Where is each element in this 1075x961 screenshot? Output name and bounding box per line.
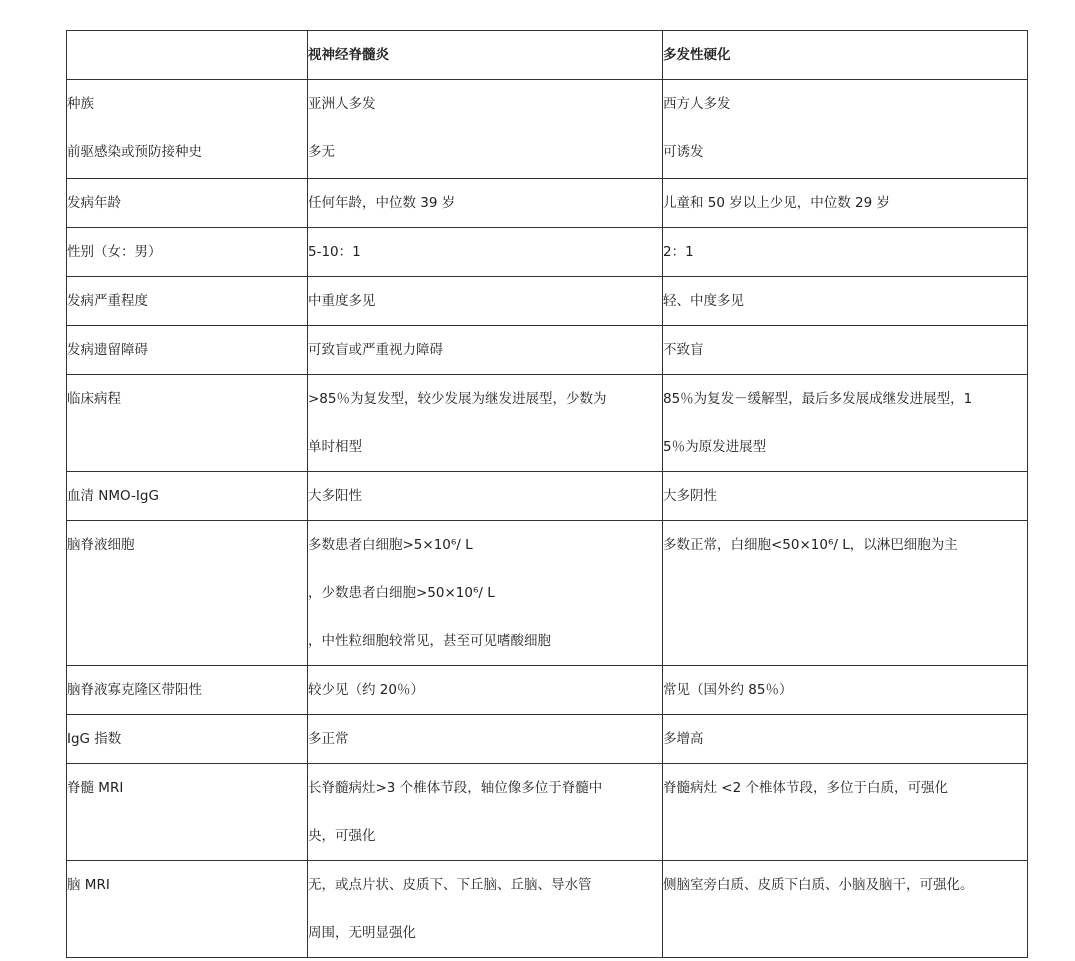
nmo-cell — [308, 472, 663, 521]
ms-cell — [663, 472, 1028, 521]
cell-text-line: 可致盲或严重视力障碍 — [308, 342, 443, 358]
cell-text-line: 种族 — [67, 96, 94, 112]
cell-text-line: 5-10：1 — [308, 244, 361, 260]
cell-text-line: 轻、中度多见 — [663, 293, 744, 309]
nmo-cell — [308, 277, 663, 326]
cell-text-line: 5％为原发进展型 — [663, 439, 767, 455]
row-label-cell — [67, 375, 308, 472]
row-label-cell — [67, 861, 308, 958]
cell-text-line: IgG 指数 — [67, 731, 122, 747]
comparison-table — [66, 30, 1028, 958]
table-row — [67, 228, 1028, 277]
table-row — [67, 472, 1028, 521]
cell-text-line: 无，或点片状、皮质下、下丘脑、丘脑、导水管 — [308, 877, 592, 893]
cell-text-line: 儿童和 50 岁以上少见，中位数 29 岁 — [663, 195, 891, 211]
ms-cell — [663, 326, 1028, 375]
table-row — [67, 521, 1028, 666]
ms-cell — [663, 861, 1028, 958]
header-cell-empty — [67, 31, 308, 80]
cell-text-line: 不致盲 — [663, 342, 704, 358]
cell-text-line: 任何年龄，中位数 39 岁 — [308, 195, 456, 211]
cell-text-line: 西方人多发 — [663, 96, 731, 112]
cell-text-line: 多增高 — [663, 731, 704, 747]
table-row — [67, 861, 1028, 958]
cell-text-line: 临床病程 — [67, 391, 121, 407]
cell-text-line: ，中性粒细胞较常见，甚至可见嗜酸细胞 — [308, 633, 551, 649]
ms-cell — [663, 521, 1028, 666]
cell-text-line: 发病严重程度 — [67, 293, 148, 309]
table-row — [67, 277, 1028, 326]
nmo-cell — [308, 715, 663, 764]
nmo-cell — [308, 764, 663, 861]
cell-text-line: 单时相型 — [308, 439, 362, 455]
ms-cell — [663, 80, 1028, 179]
table-header-row — [67, 31, 1028, 80]
table-row — [67, 179, 1028, 228]
nmo-cell — [308, 521, 663, 666]
table-row — [67, 326, 1028, 375]
nmo-cell — [308, 666, 663, 715]
nmo-cell — [308, 326, 663, 375]
cell-text-line: 2：1 — [663, 244, 694, 260]
cell-text-line: 发病年龄 — [67, 195, 121, 211]
ms-cell — [663, 179, 1028, 228]
cell-text-line: 央，可强化 — [308, 828, 376, 844]
ms-cell — [663, 666, 1028, 715]
cell-text-line: 常见（国外约 85％） — [663, 682, 793, 698]
cell-text-line: 周围，无明显强化 — [308, 925, 416, 941]
ms-cell — [663, 228, 1028, 277]
cell-text-line: 脑 MRI — [67, 877, 110, 893]
header-cell-ms: 多发性硬化 — [663, 31, 1028, 80]
nmo-cell — [308, 861, 663, 958]
ms-cell — [663, 715, 1028, 764]
cell-text-line: 中重度多见 — [308, 293, 376, 309]
cell-text-line: 脑脊液寡克隆区带阳性 — [67, 682, 202, 698]
row-label-cell — [67, 179, 308, 228]
ms-cell — [663, 277, 1028, 326]
row-label-cell — [67, 326, 308, 375]
cell-text-line: 血清 NMO-IgG — [67, 488, 159, 504]
cell-text-line: 多数正常，白细胞<50×10⁶/ L，以淋巴细胞为主 — [663, 537, 958, 553]
table-row — [67, 80, 1028, 179]
row-label-cell — [67, 521, 308, 666]
cell-text-line: 亚洲人多发 — [308, 96, 376, 112]
row-label-cell — [67, 715, 308, 764]
cell-text-line: 大多阳性 — [308, 488, 362, 504]
cell-text-line: 85％为复发－缓解型，最后多发展成继发进展型，1 — [663, 391, 973, 407]
table-row — [67, 666, 1028, 715]
nmo-cell — [308, 179, 663, 228]
table-row — [67, 764, 1028, 861]
table-row — [67, 715, 1028, 764]
cell-text-line: >85％为复发型，较少发展为继发进展型，少数为 — [308, 391, 607, 407]
cell-text-line: 脑脊液细胞 — [67, 537, 135, 553]
ms-cell — [663, 764, 1028, 861]
cell-text-line: 脊髓病灶 <2 个椎体节段，多位于白质，可强化 — [663, 780, 948, 796]
row-label-cell — [67, 80, 308, 179]
row-label-cell — [67, 472, 308, 521]
cell-text-line: ，少数患者白细胞>50×10⁶/ L — [308, 585, 495, 601]
cell-text-line: 较少见（约 20％） — [308, 682, 424, 698]
nmo-cell — [308, 228, 663, 277]
cell-text-line: 长脊髓病灶>3 个椎体节段，轴位像多位于脊髓中 — [308, 780, 603, 796]
cell-text-line: 多正常 — [308, 731, 349, 747]
cell-text-line: 发病遗留障碍 — [67, 342, 148, 358]
cell-text-line: 前驱感染或预防接种史 — [67, 144, 202, 160]
ms-cell — [663, 375, 1028, 472]
cell-text-line: 侧脑室旁白质、皮质下白质、小脑及脑干，可强化。 — [663, 877, 974, 893]
cell-text-line: 多数患者白细胞>5×10⁶/ L — [308, 537, 473, 553]
row-label-cell — [67, 764, 308, 861]
row-label-cell — [67, 277, 308, 326]
header-cell-nmo: 视神经脊髓炎 — [308, 31, 663, 80]
cell-text-line: 脊髓 MRI — [67, 780, 124, 796]
table-row — [67, 375, 1028, 472]
cell-text-line: 性别（女：男） — [67, 244, 162, 260]
row-label-cell — [67, 666, 308, 715]
cell-text-line: 大多阴性 — [663, 488, 717, 504]
row-label-cell — [67, 228, 308, 277]
cell-text-line: 可诱发 — [663, 144, 704, 160]
nmo-cell — [308, 375, 663, 472]
nmo-cell — [308, 80, 663, 179]
cell-text-line: 多无 — [308, 144, 335, 160]
